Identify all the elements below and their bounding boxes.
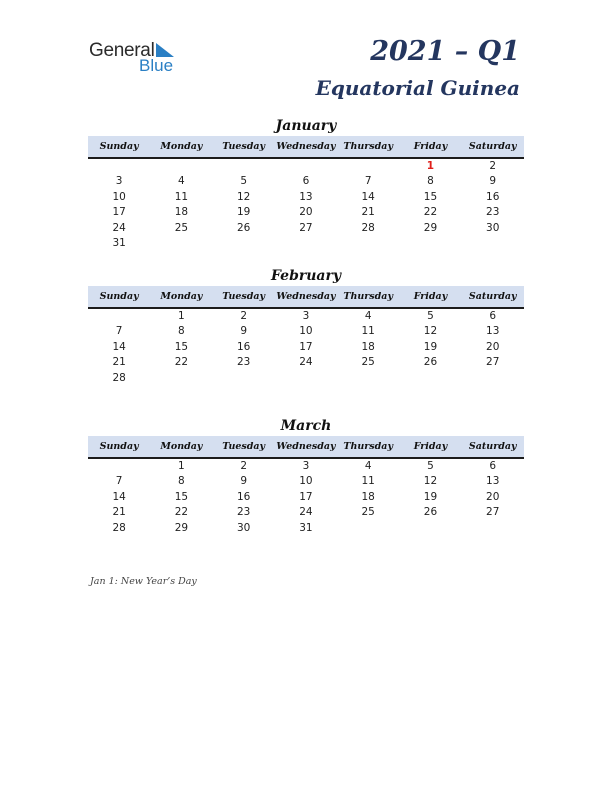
empty-day-cell [275,371,337,386]
day-cell: 23 [486,206,500,219]
day-cell: 20 [299,206,313,219]
empty-day-cell [88,459,150,474]
day-cell: 11 [361,325,375,338]
empty-day-cell [275,159,337,174]
empty-day-cell [399,371,461,386]
holiday-day-cell: 1 [426,160,435,172]
day-cell: 9 [240,475,247,488]
day-cell: 12 [423,325,438,338]
day-cell: 11 [174,190,189,203]
day-cell: 20 [486,490,500,503]
day-cell: 10 [299,475,313,488]
empty-day-cell [399,521,461,536]
weekday-label: Monday [160,291,203,302]
day-cell: 24 [112,221,126,234]
day-cell: 6 [489,310,497,322]
day-cell: 1 [178,460,185,472]
day-cell: 22 [174,356,189,369]
day-cell: 27 [486,356,500,369]
weekday-label: Sunday [99,141,139,152]
day-cell: 31 [299,521,313,534]
empty-day-cell [337,159,399,174]
week-row [88,205,524,220]
day-cell: 3 [302,310,310,322]
days-grid [88,309,524,386]
weekday-header [88,136,524,159]
country-title: Equatorial Guinea [315,76,520,100]
empty-day-cell [337,521,399,536]
day-cell: 3 [302,460,310,472]
week-row [88,324,524,339]
day-cell: 31 [112,236,126,249]
weekday-label: Monday [160,141,203,152]
day-cell: 6 [489,460,497,472]
day-cell: 13 [486,325,500,338]
day-cell: 21 [361,206,375,219]
day-cell: 11 [361,475,375,488]
empty-day-cell [462,371,524,386]
day-cell: 24 [299,356,313,369]
day-cell: 3 [115,175,123,188]
day-cell: 23 [236,506,251,519]
day-cell: 8 [178,325,185,338]
day-cell: 21 [112,506,126,519]
day-cell: 17 [112,206,126,219]
weekday-label: Tuesday [222,441,266,452]
day-cell: 19 [423,490,438,503]
day-cell: 16 [486,190,500,203]
empty-day-cell [462,236,524,251]
weekday-label: Friday [413,141,448,152]
day-cell: 27 [486,506,500,519]
weekday-label: Thursday [343,291,393,302]
week-row [88,236,524,251]
week-row [88,505,524,520]
empty-day-cell [150,371,212,386]
day-cell: 29 [174,521,189,534]
day-cell: 15 [423,190,438,203]
day-cell: 1 [178,310,185,322]
empty-day-cell [399,236,461,251]
weekday-label: Saturday [468,291,517,302]
week-row [88,371,524,386]
day-cell: 26 [423,356,438,369]
day-cell: 17 [299,490,313,503]
day-cell: 12 [236,190,251,203]
day-cell: 25 [174,221,189,234]
week-row [88,190,524,205]
day-cell: 7 [364,175,372,188]
weekday-label: Wednesday [276,141,336,152]
day-cell: 14 [112,490,126,503]
weekday-label: Monday [160,441,203,452]
week-row [88,459,524,474]
day-cell: 10 [112,190,126,203]
month-name: January [275,118,337,134]
day-cell: 5 [427,310,434,322]
day-cell: 26 [236,221,251,234]
day-cell: 22 [423,206,438,219]
day-cell: 4 [178,175,185,188]
day-cell: 8 [427,175,434,188]
day-cell: 19 [423,340,438,353]
day-cell: 18 [174,206,189,219]
empty-day-cell [150,159,212,174]
day-cell: 5 [240,175,247,188]
day-cell: 29 [423,221,438,234]
day-cell: 13 [486,475,500,488]
weekday-label: Wednesday [276,291,336,302]
day-cell: 14 [112,340,126,353]
day-cell: 16 [236,340,251,353]
month-march [88,416,524,536]
day-cell: 23 [236,356,251,369]
day-cell: 25 [361,356,375,369]
weekday-label: Wednesday [276,441,336,452]
empty-day-cell [88,309,150,324]
day-cell: 28 [361,221,375,234]
day-cell: 19 [236,206,251,219]
month-february [88,266,524,386]
weekday-label: Thursday [343,441,393,452]
day-cell: 2 [240,460,247,472]
weekday-label: Saturday [468,141,517,152]
logo-word-blue: Blue [139,56,174,75]
day-cell: 8 [178,475,185,488]
weekday-header [88,436,524,459]
empty-day-cell [213,371,275,386]
day-cell: 28 [112,371,126,384]
day-cell: 27 [299,221,313,234]
day-cell: 10 [299,325,313,338]
weekday-header [88,286,524,309]
day-cell: 5 [427,460,434,472]
weekday-label: Friday [413,441,448,452]
week-row [88,174,524,189]
empty-day-cell [462,521,524,536]
day-cell: 4 [364,460,372,472]
month-name: February [270,268,341,284]
day-cell: 21 [112,356,126,369]
logo [89,40,189,76]
weekday-label: Thursday [343,141,393,152]
weekday-label: Tuesday [222,141,266,152]
weekday-label: Saturday [468,441,517,452]
day-cell: 17 [299,340,313,353]
week-row [88,474,524,489]
day-cell: 13 [299,190,313,203]
day-cell: 15 [174,490,189,503]
day-cell: 30 [236,521,251,534]
week-row [88,221,524,236]
empty-day-cell [275,236,337,251]
days-grid [88,159,524,251]
day-cell: 22 [174,506,189,519]
day-cell: 25 [361,506,375,519]
day-cell: 2 [489,160,497,172]
day-cell: 18 [361,490,375,503]
empty-day-cell [337,371,399,386]
day-cell: 12 [423,475,438,488]
day-cell: 16 [236,490,251,503]
empty-day-cell [213,236,275,251]
day-cell: 14 [361,190,375,203]
week-row [88,355,524,370]
day-cell: 7 [115,475,123,488]
weekday-label: Tuesday [222,291,266,302]
holiday-note: Jan 1: New Year’s Day [90,576,197,587]
day-cell: 15 [174,340,189,353]
days-grid [88,459,524,536]
empty-day-cell [150,236,212,251]
weekday-label: Sunday [99,441,139,452]
day-cell: 30 [486,221,500,234]
week-row [88,340,524,355]
day-cell: 26 [423,506,438,519]
day-cell: 6 [302,175,310,188]
week-row [88,159,524,174]
empty-day-cell [88,159,150,174]
weekday-label: Friday [413,291,448,302]
weekday-label: Sunday [99,291,139,302]
day-cell: 20 [486,340,500,353]
day-cell: 9 [489,175,497,188]
empty-day-cell [213,159,275,174]
month-january [88,116,524,251]
day-cell: 4 [364,310,372,322]
month-name: March [280,418,332,434]
day-cell: 28 [112,521,126,534]
week-row [88,521,524,536]
week-row [88,309,524,324]
page-title: 2021 – Q1 [370,36,520,67]
day-cell: 18 [361,340,375,353]
logo-word-general: General [89,40,155,61]
day-cell: 24 [299,506,313,519]
week-row [88,490,524,505]
day-cell: 7 [115,325,123,338]
empty-day-cell [337,236,399,251]
day-cell: 9 [240,325,247,338]
day-cell: 2 [240,310,247,322]
